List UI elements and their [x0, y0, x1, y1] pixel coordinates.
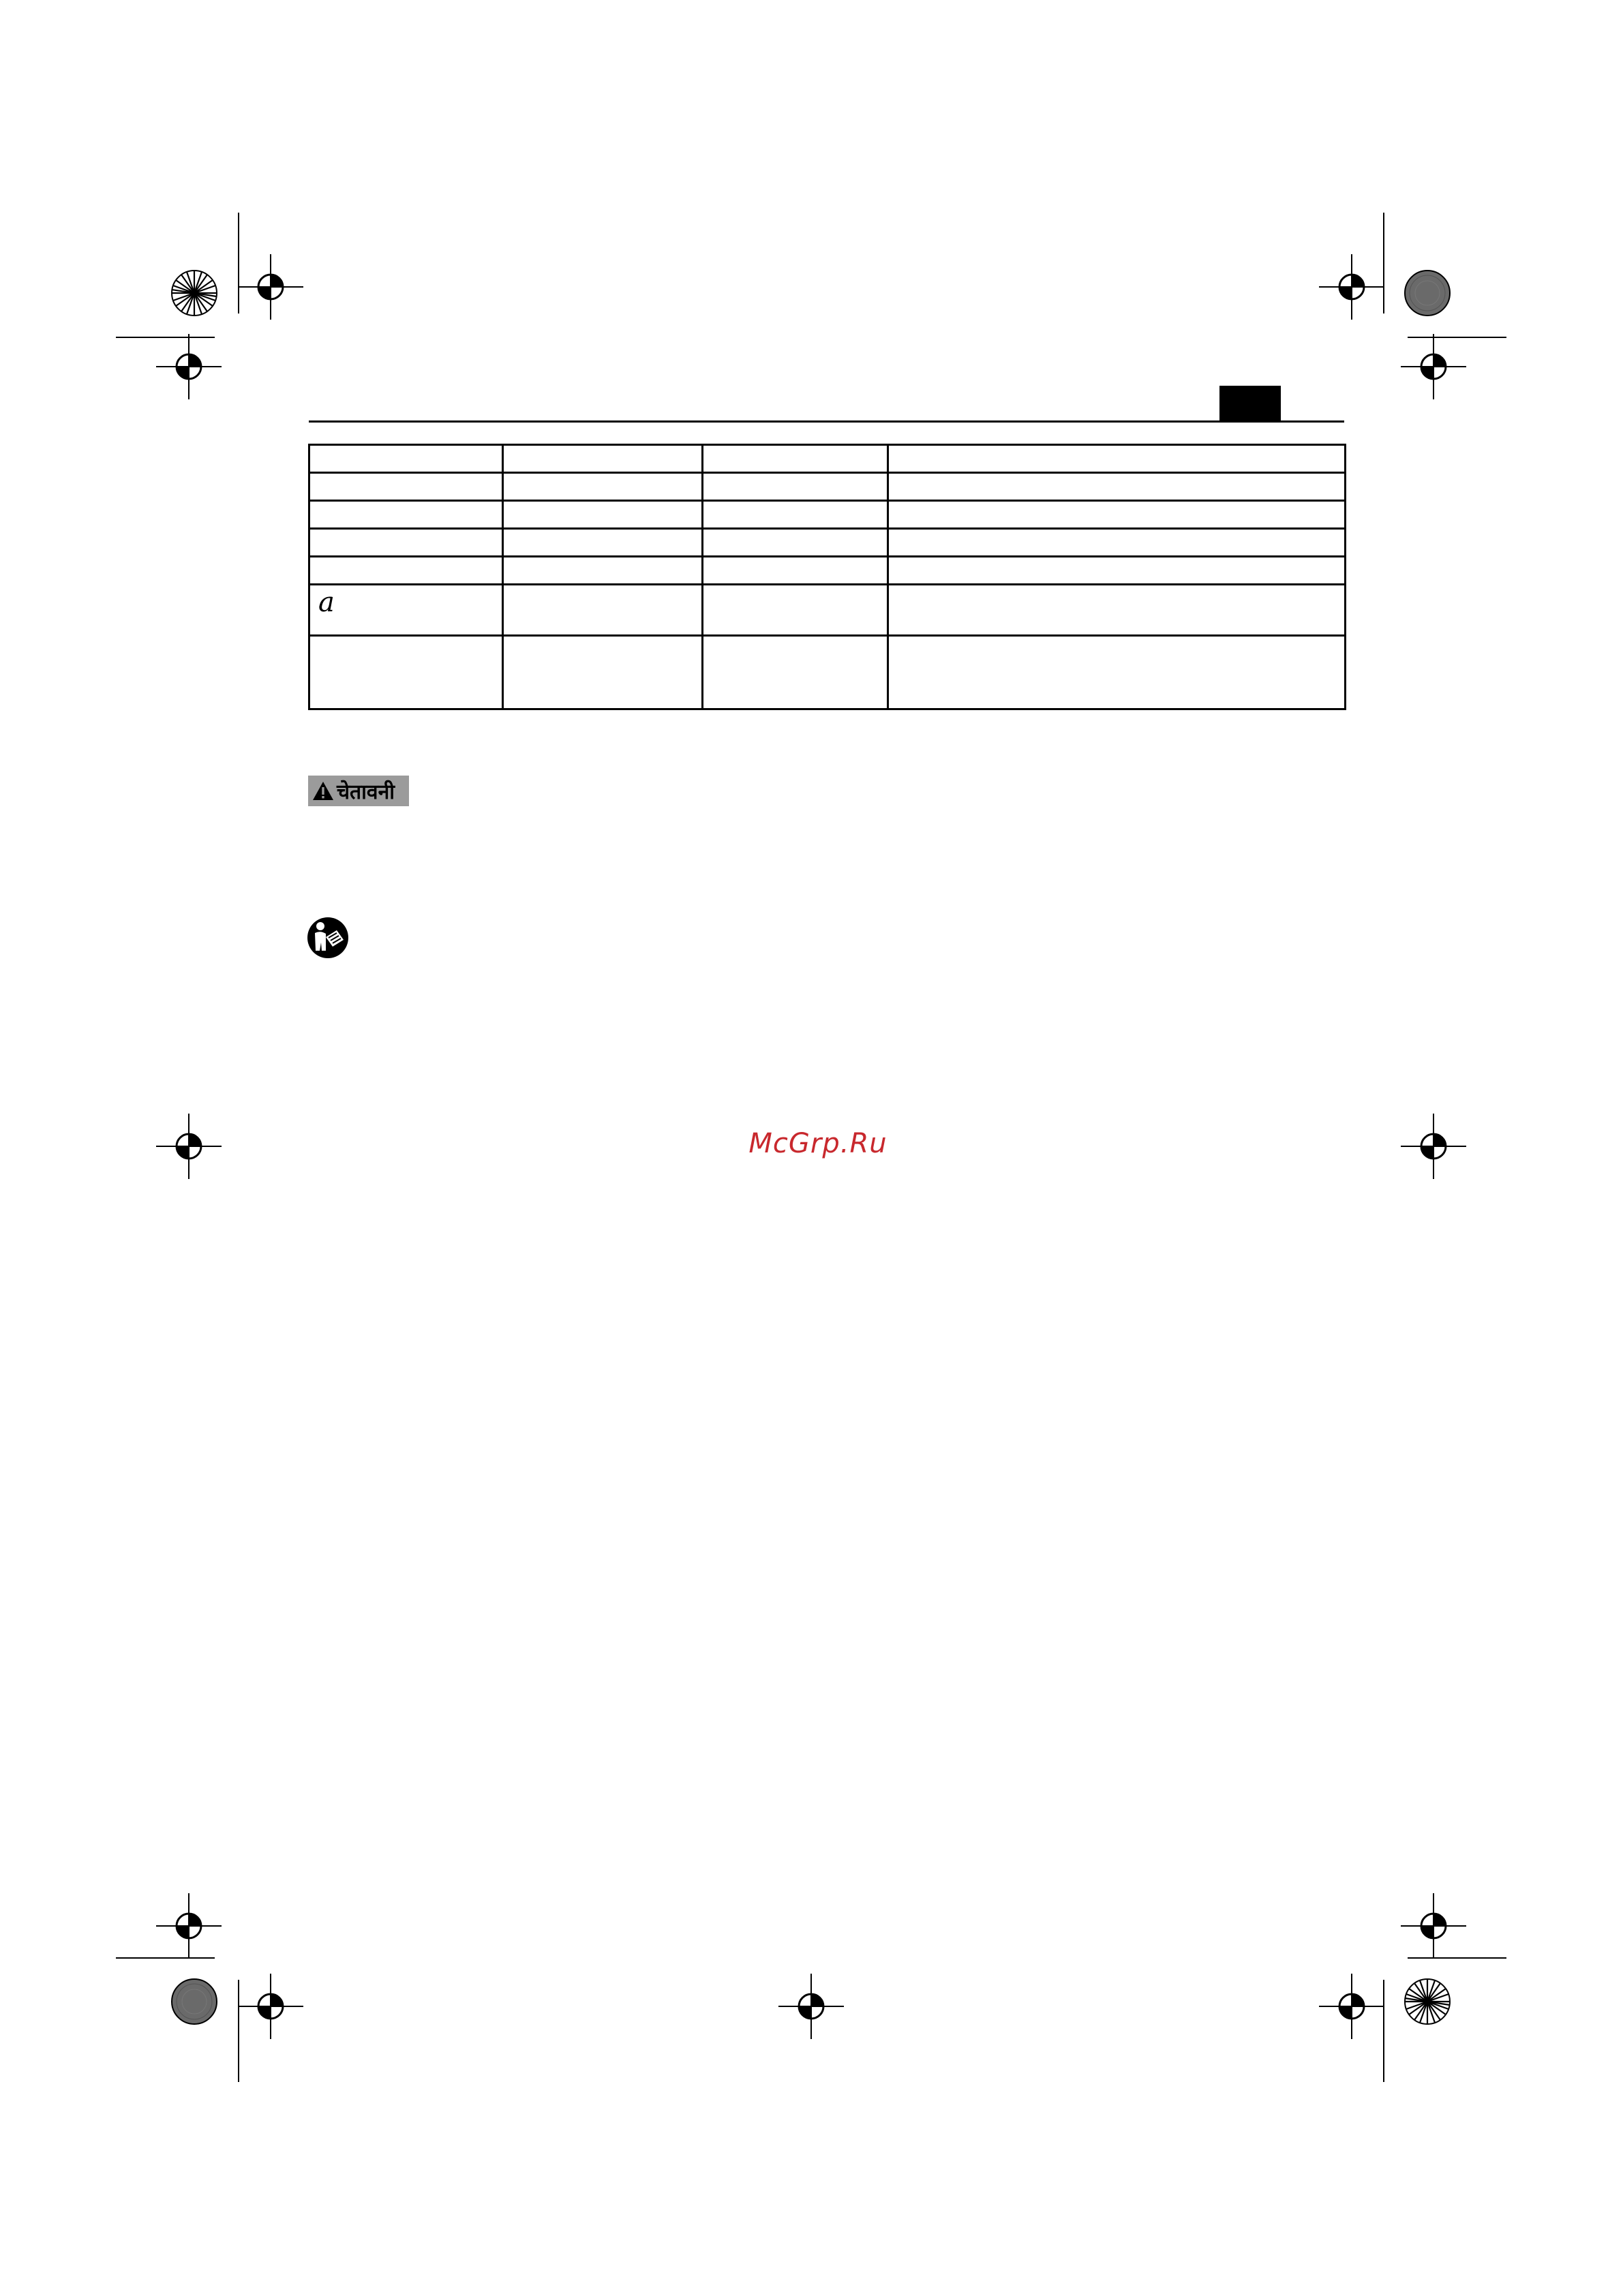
table-cell: [888, 585, 1346, 636]
table-cell: [309, 445, 503, 473]
table-row: [309, 636, 1346, 709]
table-row: [309, 529, 1346, 557]
table-cell: [309, 529, 503, 557]
table-cell: [703, 585, 888, 636]
table-cell: [309, 636, 503, 709]
table-cell: [888, 636, 1346, 709]
table-cell: [503, 445, 703, 473]
table-cell: [888, 501, 1346, 529]
table-cell: [503, 473, 703, 501]
table-cell: [703, 473, 888, 501]
table-cell: [703, 557, 888, 585]
table-cell: [888, 473, 1346, 501]
table-cell: [888, 445, 1346, 473]
table-row: [309, 585, 1346, 636]
table-cell: [309, 501, 503, 529]
table-row: [309, 557, 1346, 585]
table-cell: [503, 557, 703, 585]
table-row: [309, 501, 1346, 529]
spec-table: [308, 444, 1346, 710]
table-row: [309, 445, 1346, 473]
table-cell: [309, 557, 503, 585]
table-cell: [309, 585, 503, 636]
table-row: [309, 473, 1346, 501]
warning-triangle-icon: [312, 780, 334, 802]
table-cell: [503, 529, 703, 557]
read-manual-icon: [307, 917, 349, 959]
table-cell: [503, 585, 703, 636]
table-cell: [703, 636, 888, 709]
table-cell: [503, 501, 703, 529]
header-rule: [309, 420, 1344, 423]
table-cell: [703, 445, 888, 473]
table-cell: [309, 473, 503, 501]
table-cell: [703, 501, 888, 529]
table-cell: [503, 636, 703, 709]
table-cell: [703, 529, 888, 557]
header-language-tab: [1219, 386, 1281, 420]
warning-badge: [308, 776, 409, 806]
table-cell: [888, 529, 1346, 557]
watermark: McGrp.Ru: [748, 1128, 888, 1159]
symbol-a: a: [318, 587, 335, 618]
warning-label: चेतावनी: [337, 780, 395, 804]
table-cell: [888, 557, 1346, 585]
